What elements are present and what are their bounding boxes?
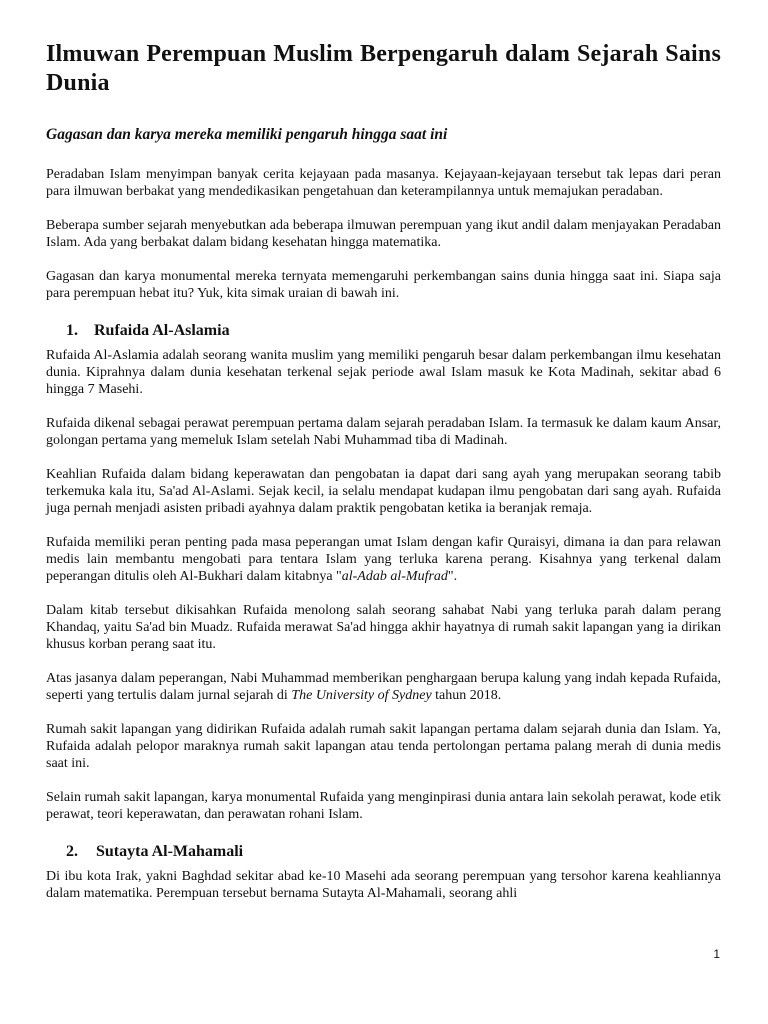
body-paragraph: Selain rumah sakit lapangan, karya monumental Rufaida yang menginpirasi dunia antara lain sekolah perawat, kode etik perawat, teori keperawatan, dan perawatan rohani Islam. [46,790,721,822]
text-run: Atas jasanya dalam peperangan, Nabi Muhammad memberikan penghargaan berupa kalung yang indah kepada Rufaida, seperti yang tertulis dalam jurnal sejarah di [46,671,721,703]
section-number: 2. [66,843,78,860]
page-number: 1 [713,947,720,961]
document-title: Ilmuwan Perempuan Muslim Berpengaruh dalam Sejarah Sains Dunia [46,41,721,96]
document-subtitle: Gagasan dan karya mereka memiliki pengaruh hingga saat ini [46,126,448,143]
text-run: Rufaida memiliki peran penting pada masa peperangan umat Islam dengan kafir Quraisyi, dimana ia dan para relawan medis lain membantu mengobati para tentara Islam yang terluka karena perang. Kisahnya yang terkenal dalam peperangan ditulis oleh Al-Bukhari dalam kitabnya " [46,535,721,584]
body-paragraph: Dalam kitab tersebut dikisahkan Rufaida menolong salah seorang sahabat Nabi yang terluka parah dalam perang Khandaq, yaitu Sa'ad bin Muadz. Rufaida merawat Sa'ad hingga akhir hayatnya di rumah sakit lapangan yang ia dirikan khusus korban perang saat itu. [46,603,721,652]
section-title: Sutayta Al-Mahamali [96,843,244,860]
section-title: Rufaida Al-Aslamia [94,322,230,339]
text-run: ". [447,569,458,584]
body-paragraph: Rufaida Al-Aslamia adalah seorang wanita muslim yang memiliki pengaruh besar dalam perkembangan ilmu kesehatan dunia. Kiprahnya dalam dunia kesehatan terkenal sejak periode awal Islam masuk ke Kota Madinah, sekitar abad 6 hingga 7 Masehi. [46,348,721,397]
section-heading-2 [46,843,721,861]
section-heading-1 [46,322,721,340]
body-paragraph: Di ibu kota Irak, yakni Baghdad sekitar abad ke-10 Masehi ada seorang perempuan yang tersohor karena keahliannya dalam matematika. Perempuan tersebut bernama Sutayta Al-Mahamali, seorang ahli [46,869,721,901]
book-title: al-Adab al-Mufrad [341,569,448,584]
intro-paragraph: Peradaban Islam menyimpan banyak cerita kejayaan pada masanya. Kejayaan-kejayaan tersebut tak lepas dari peran para ilmuwan berbakat yang mendedikasikan pengetahuan dan keterampilannya untuk memajukan peradaban. [46,167,721,199]
body-paragraph [46,534,721,585]
document-page [46,40,721,919]
intro-paragraph: Gagasan dan karya monumental mereka ternyata memengaruhi perkembangan sains dunia hingga saat ini. Siapa saja para perempuan hebat itu? Yuk, kita simak uraian di bawah ini. [46,269,721,301]
body-paragraph: Keahlian Rufaida dalam bidang keperawatan dan pengobatan ia dapat dari sang ayah yang merupakan seorang tabib terkemuka kala itu, Sa'ad Al-Aslami. Sejak kecil, ia selalu mendapat kudapan ilmu pengobatan dari sang ayah. Rufaida juga pernah menjadi asisten pribadi ayahnya dalam praktik pengobatan ketika ia beranjak remaja. [46,467,721,516]
intro-paragraph: Beberapa sumber sejarah menyebutkan ada beberapa ilmuwan perempuan yang ikut andil dalam menjayakan Peradaban Islam. Ada yang berbakat dalam bidang kesehatan hingga matematika. [46,218,721,250]
body-paragraph: Rufaida dikenal sebagai perawat perempuan pertama dalam sejarah peradaban Islam. Ia termasuk ke dalam kaum Ansar, golongan pertama yang memeluk Islam setelah Nabi Muhammad tiba di Madinah. [46,416,721,448]
section-number: 1. [66,322,78,339]
body-paragraph [46,670,721,704]
text-run: tahun 2018. [431,688,502,703]
journal-name: The University of Sydney [291,688,432,703]
body-paragraph: Rumah sakit lapangan yang didirikan Rufaida adalah rumah sakit lapangan pertama dalam sejarah dunia dan Islam. Ya, Rufaida adalah pelopor maraknya rumah sakit lapangan atau tenda pertolongan pertama palang merah di dunia medis saat ini. [46,722,721,771]
